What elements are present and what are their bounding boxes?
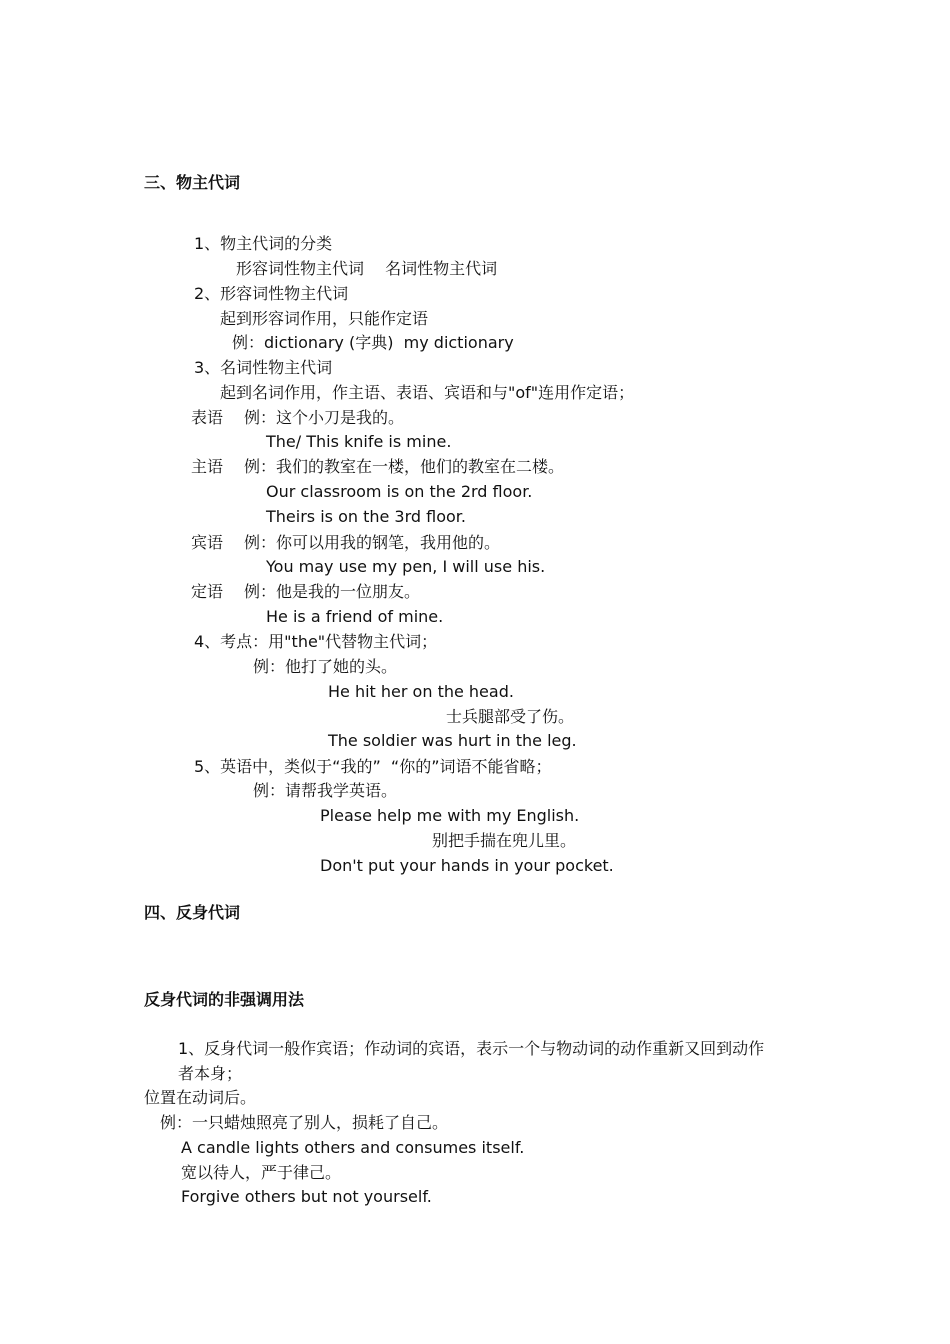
english-example: Forgive others but not yourself. [181, 1187, 432, 1206]
usage-label: 表语 [191, 408, 224, 427]
chinese-example: 士兵腿部受了伤。 [446, 707, 575, 726]
item-heading: 3、名词性物主代词 [194, 358, 333, 377]
usage-label: 宾语 [191, 533, 224, 552]
section-heading: 四、反身代词 [144, 903, 241, 922]
usage-label: 主语 [191, 457, 224, 476]
english-example: He hit her on the head. [328, 682, 514, 701]
english-example: Theirs is on the 3rd floor. [266, 507, 466, 526]
example-line: 例：他是我的一位朋友。 [244, 582, 421, 601]
english-example: Please help me with my English. [320, 806, 580, 825]
example-line: 例：你可以用我的钢笔，我用他的。 [244, 533, 501, 552]
subsection-heading: 反身代词的非强调用法 [144, 990, 305, 1009]
example-line: 例：请帮我学英语。 [253, 781, 398, 800]
item-heading: 5、英语中，类似于“我的” “你的”词语不能省略； [194, 757, 552, 776]
english-example: A candle lights others and consumes itself. [181, 1138, 525, 1157]
item-description: 起到名词作用，作主语、表语、宾语和与"of"连用作定语； [220, 383, 635, 402]
item-heading: 1、物主代词的分类 [194, 234, 333, 253]
section-heading: 三、物主代词 [144, 173, 241, 192]
english-example: The/ This knife is mine. [266, 432, 452, 451]
point-text: 者本身； [178, 1064, 243, 1083]
point-text: 位置在动词后。 [144, 1088, 257, 1107]
chinese-example: 宽以待人，严于律己。 [181, 1163, 342, 1182]
english-example: He is a friend of mine. [266, 607, 444, 626]
item-description: 起到形容词作用，只能作定语 [220, 309, 429, 328]
example-line: 例：我们的教室在一楼，他们的教室在二楼。 [244, 457, 565, 476]
item-heading: 4、考点：用"the"代替物主代词； [194, 632, 438, 651]
example-line: 例：他打了她的头。 [253, 657, 398, 676]
example-line: 例：这个小刀是我的。 [244, 408, 405, 427]
usage-label: 定语 [191, 582, 224, 601]
pronoun-types: 形容词性物主代词 名词性物主代词 [236, 259, 498, 278]
example-line: 例：dictionary (字典) my dictionary [232, 333, 514, 352]
chinese-example: 别把手揣在兜儿里。 [432, 831, 577, 850]
english-example: You may use my pen, I will use his. [266, 557, 546, 576]
example-line: 例：一只蜡烛照亮了别人，损耗了自己。 [160, 1113, 449, 1132]
english-example: Don't put your hands in your pocket. [320, 856, 614, 875]
item-heading: 2、形容词性物主代词 [194, 284, 349, 303]
point-text: 1、反身代词一般作宾语；作动词的宾语，表示一个与物动词的动作重新又回到动作 [178, 1039, 765, 1058]
english-example: Our classroom is on the 2rd floor. [266, 482, 533, 501]
english-example: The soldier was hurt in the leg. [328, 731, 577, 750]
